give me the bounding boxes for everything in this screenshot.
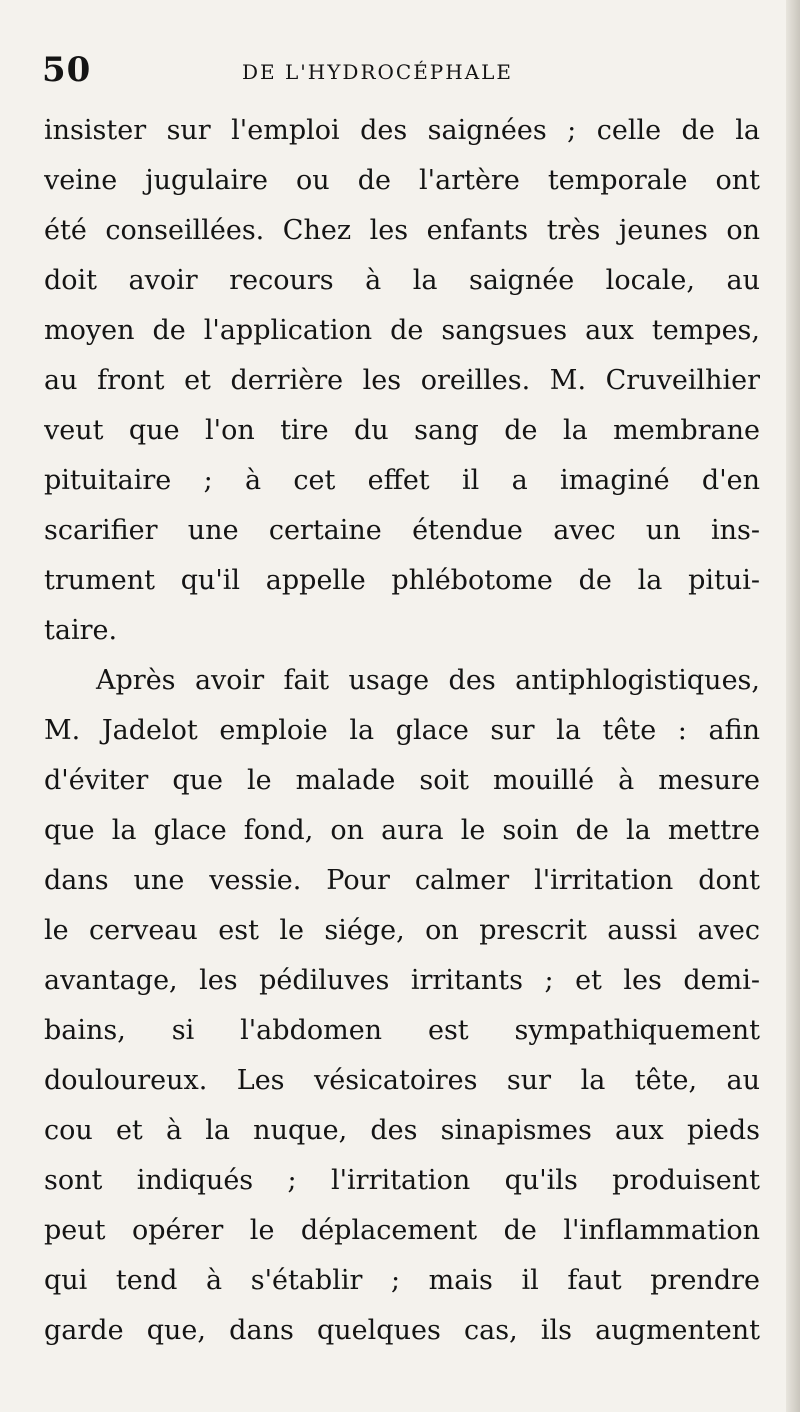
text-line: sont indiqués ; l'irritation qu'ils produisent — [44, 1165, 760, 1196]
text-line: trument qu'il appelle phlébotome de la pitui- — [44, 565, 760, 596]
page-header — [42, 50, 742, 100]
page-number: 50 — [42, 50, 92, 90]
page-edge-shadow — [786, 0, 800, 1412]
text-line: insister sur l'emploi des saignées ; celle de la — [44, 115, 760, 146]
text-line: avantage, les pédiluves irritants ; et les demi- — [44, 965, 760, 996]
text-line: veut que l'on tire du sang de la membrane — [44, 415, 760, 446]
text-line: veine jugulaire ou de l'artère temporale ont — [44, 165, 760, 196]
body-text — [44, 106, 760, 1356]
text-line: pituitaire ; à cet effet il a imaginé d'en — [44, 465, 760, 496]
text-line: que la glace fond, on aura le soin de la mettre — [44, 815, 760, 846]
text-line: douloureux. Les vésicatoires sur la tête, au — [44, 1065, 760, 1096]
paragraph-end-line: taire. — [44, 615, 118, 646]
text-line: M. Jadelot emploie la glace sur la tête : afin — [44, 715, 760, 746]
text-line: le cerveau est le siége, on prescrit aussi avec — [44, 915, 760, 946]
text-line: qui tend à s'établir ; mais il faut prendre — [44, 1265, 760, 1296]
text-line: au front et derrière les oreilles. M. Cruveilhier — [44, 365, 760, 396]
text-line: dans une vessie. Pour calmer l'irritation dont — [44, 865, 760, 896]
text-line: scarifier une certaine étendue avec un ins- — [44, 515, 760, 546]
text-line: d'éviter que le malade soit mouillé à mesure — [44, 765, 760, 796]
running-head: DE L'HYDROCÉPHALE — [242, 60, 514, 84]
text-line: bains, si l'abdomen est sympathiquement — [44, 1015, 760, 1046]
text-line: été conseillées. Chez les enfants très jeunes on — [44, 215, 760, 246]
text-line: moyen de l'application de sangsues aux tempes, — [44, 315, 760, 346]
paragraph-start-line: Après avoir fait usage des antiphlogistiques, — [96, 665, 760, 696]
text-line: cou et à la nuque, des sinapismes aux pieds — [44, 1115, 760, 1146]
text-line: peut opérer le déplacement de l'inflammation — [44, 1215, 760, 1246]
text-line: garde que, dans quelques cas, ils augmentent — [44, 1315, 760, 1346]
text-line: doit avoir recours à la saignée locale, au — [44, 265, 760, 296]
